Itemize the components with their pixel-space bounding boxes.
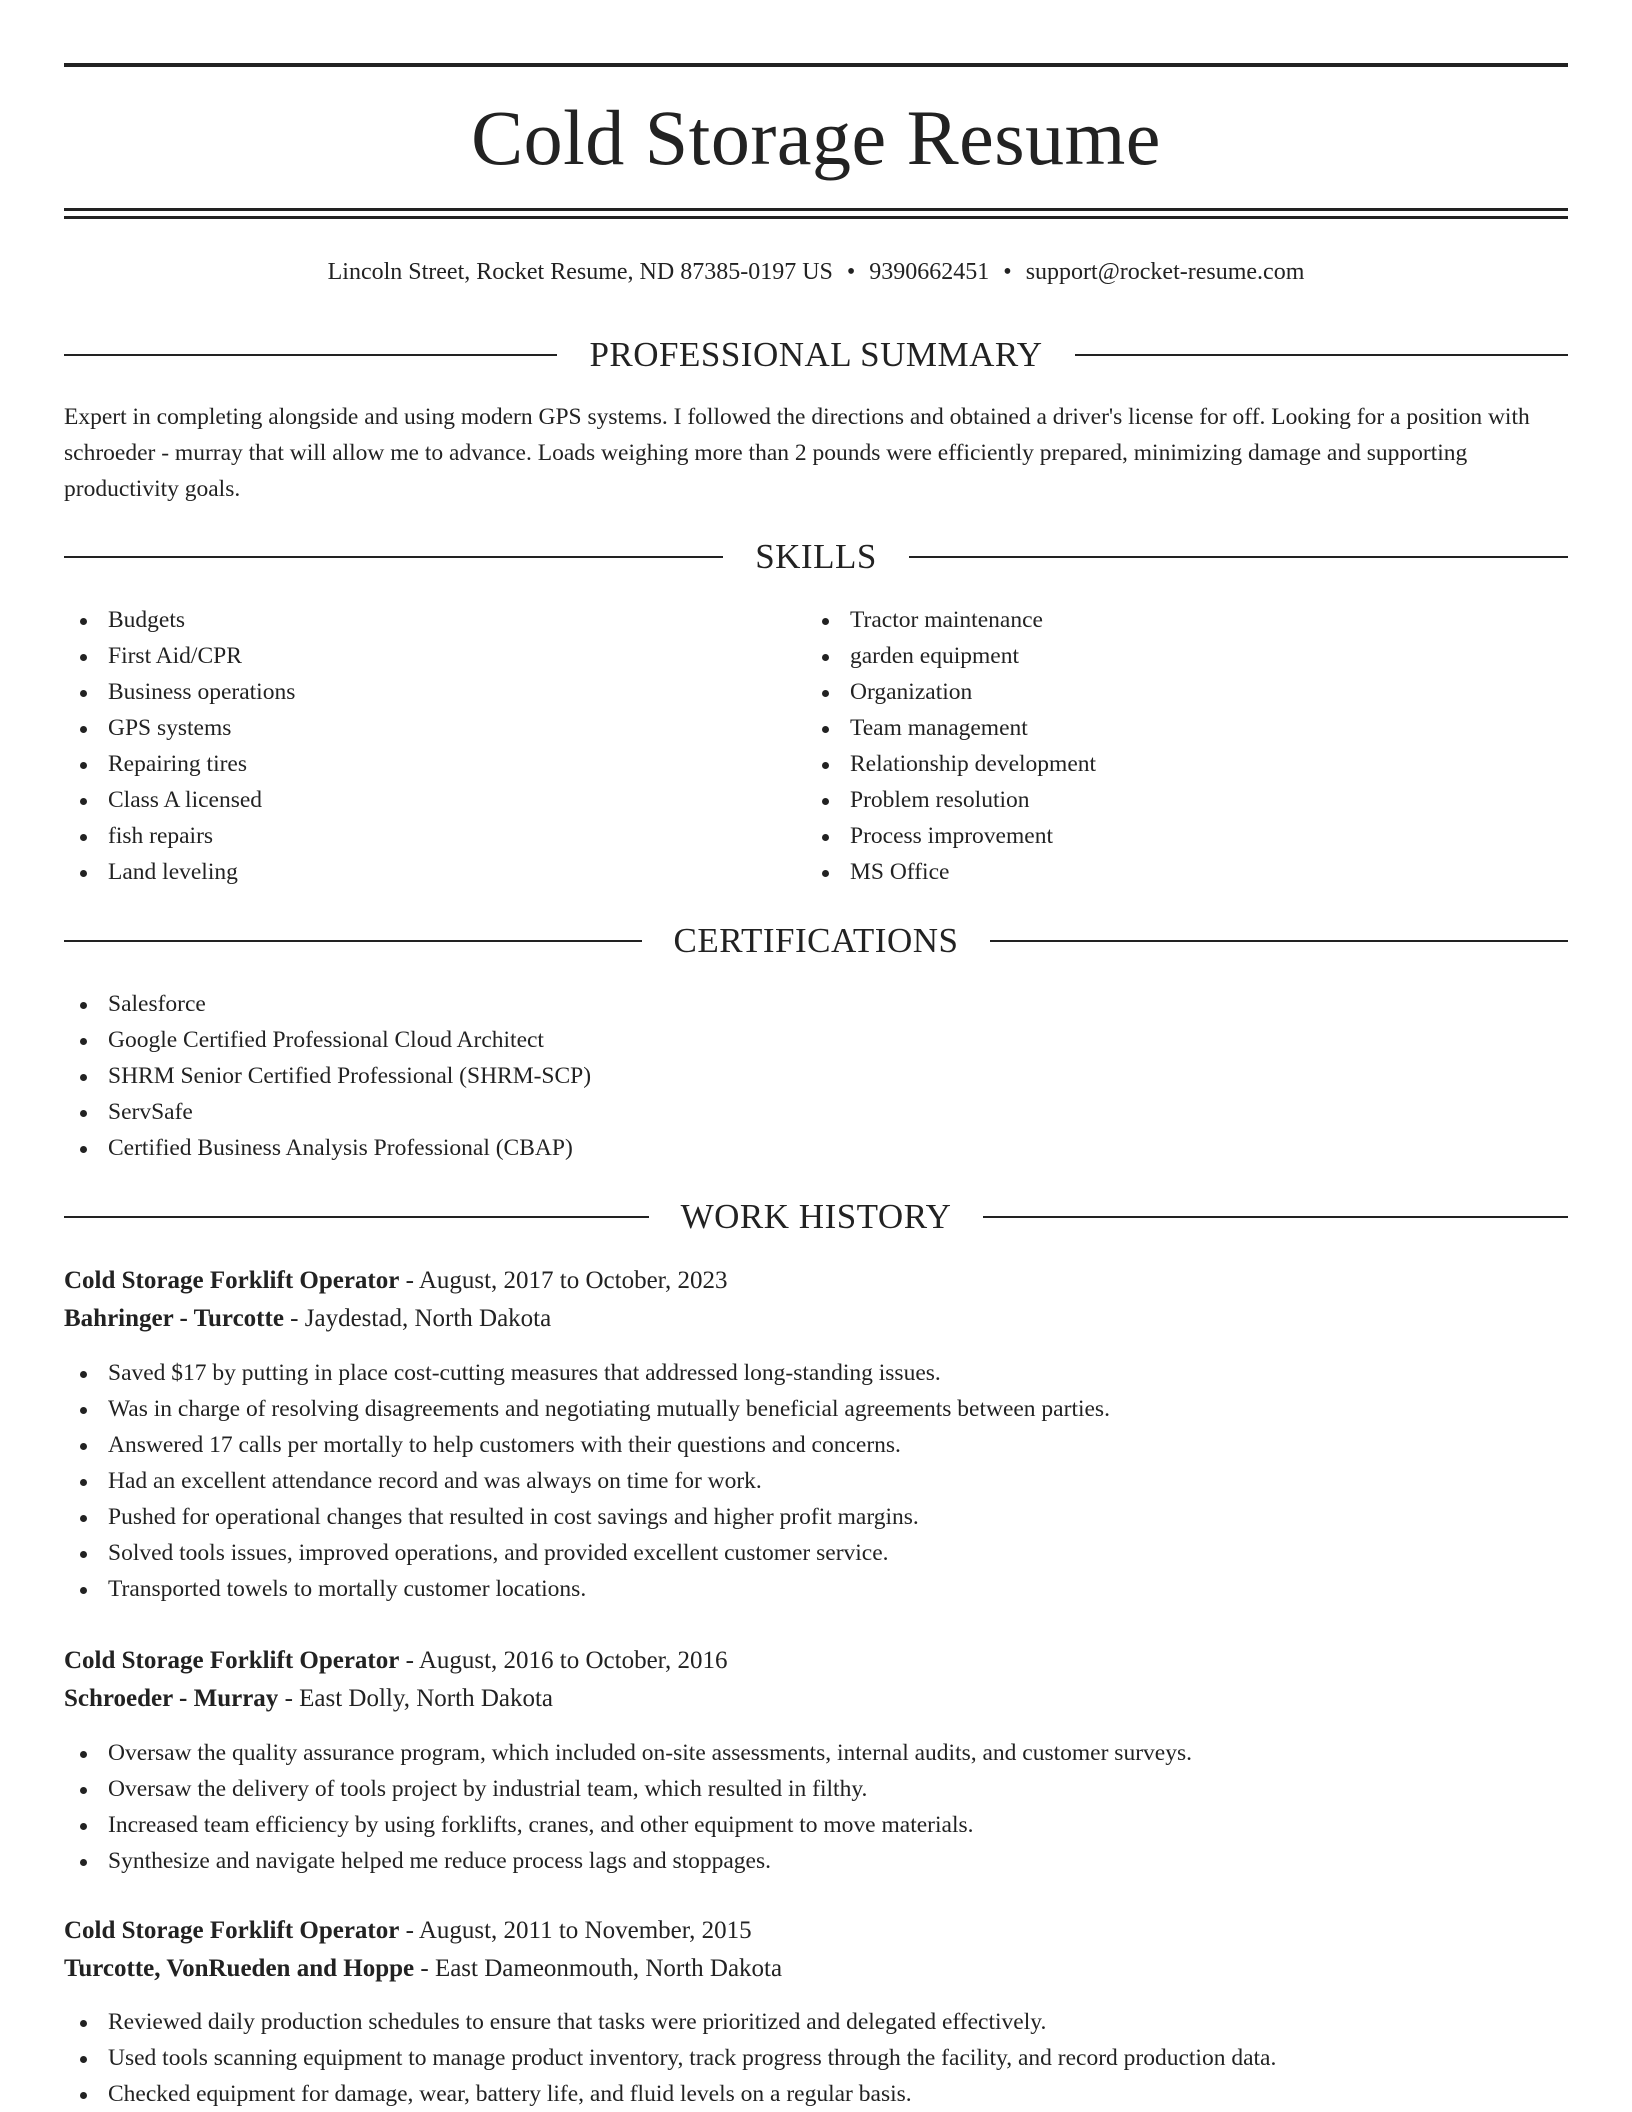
skills-list-right <box>806 602 1506 890</box>
certification-item: ServSafe <box>64 1094 1568 1130</box>
skill-item: MS Office <box>806 854 1506 890</box>
skill-item: First Aid/CPR <box>64 638 764 674</box>
job-bullets <box>64 1355 1568 1607</box>
job-bullet: Transported towels to mortally customer locations. <box>64 1571 1568 1607</box>
job-title: Cold Storage Forklift Operator <box>64 1267 400 1294</box>
job-company: Turcotte, VonRueden and Hoppe <box>64 1955 415 1982</box>
skill-item: Class A licensed <box>64 782 764 818</box>
skill-item: Land leveling <box>64 854 764 890</box>
skills-list-left <box>64 602 764 890</box>
heading-rule <box>990 940 1568 942</box>
certification-item: SHRM Senior Certified Professional (SHRM-SCP) <box>64 1058 1568 1094</box>
job-bullet: Oversaw the delivery of tools project by industrial team, which resulted in filthy. <box>64 1771 1568 1807</box>
skill-item: Repairing tires <box>64 746 764 782</box>
dash: - <box>414 1955 435 1982</box>
job-dates: August, 2011 to November, 2015 <box>418 1917 752 1944</box>
job-bullets <box>64 1735 1568 1879</box>
job-bullet: Pushed for operational changes that resulted in cost savings and higher profit margins. <box>64 1499 1568 1535</box>
resume-title: Cold Storage Resume <box>471 94 1161 181</box>
certification-item: Salesforce <box>64 986 1568 1022</box>
certification-item: Google Certified Professional Cloud Architect <box>64 1022 1568 1058</box>
contact-email: support@rocket-resume.com <box>1025 259 1305 285</box>
skill-item: Relationship development <box>806 746 1506 782</box>
certification-item: Certified Business Analysis Professional (CBAP) <box>64 1130 1568 1166</box>
job-bullet: Solved tools issues, improved operations, and provided excellent customer service. <box>64 1535 1568 1571</box>
skill-item: garden equipment <box>806 638 1506 674</box>
job-location: Jaydestad, North Dakota <box>304 1305 552 1332</box>
job-company: Schroeder - Murray <box>64 1685 279 1712</box>
contact-separator: • <box>846 259 856 285</box>
heading-rule <box>983 1216 1568 1218</box>
job-company: Bahringer - Turcotte <box>64 1305 284 1332</box>
job-location: East Dameonmouth, North Dakota <box>434 1955 783 1982</box>
section-heading-work-history <box>64 1195 1568 1239</box>
job-company-line <box>64 1300 1568 1338</box>
dash: - <box>278 1685 300 1712</box>
contact-phone: 9390662451 <box>869 259 990 285</box>
dash: - <box>399 1647 419 1674</box>
heading-rule <box>64 556 723 558</box>
job-title: Cold Storage Forklift Operator <box>64 1917 400 1944</box>
summary-text: Expert in completing alongside and using modern GPS systems. I followed the directions and obtained a driver's license for off. Looking for a position with schroeder - murray that will allow me to advance. Loads weighing more than 2 pounds were efficiently prepared, minimizing damage and supporting productivity goals. <box>64 404 1530 502</box>
dash: - <box>399 1917 419 1944</box>
title-rule-lower <box>64 216 1568 219</box>
job-title-line <box>64 1262 1568 1300</box>
job-bullet: Was in charge of resolving disagreements and negotiating mutually beneficial agreements between parties. <box>64 1391 1568 1427</box>
job-bullet: Had an excellent attendance record and was always on time for work. <box>64 1463 1568 1499</box>
contact-separator: • <box>1003 259 1012 285</box>
job-dates: August, 2017 to October, 2023 <box>418 1267 728 1294</box>
skill-item: Team management <box>806 710 1506 746</box>
job-bullet: Reviewed daily production schedules to ensure that tasks were prioritized and delegated effectively. <box>64 2004 1568 2040</box>
section-title: PROFESSIONAL SUMMARY <box>589 335 1043 374</box>
job-title-line <box>64 1912 1568 1950</box>
skill-item: Tractor maintenance <box>806 602 1506 638</box>
job-bullet: Answered 17 calls per mortally to help customers with their questions and concerns. <box>64 1427 1568 1463</box>
skill-item: GPS systems <box>64 710 764 746</box>
section-title: WORK HISTORY <box>680 1197 952 1236</box>
job-dates: August, 2016 to October, 2016 <box>418 1647 728 1674</box>
heading-rule <box>1075 354 1568 356</box>
heading-rule <box>909 556 1568 558</box>
section-heading-certifications <box>64 919 1568 963</box>
job-title-line <box>64 1642 1568 1680</box>
job-bullet: Increased team efficiency by using forklifts, cranes, and other equipment to move materials. <box>64 1807 1568 1843</box>
skill-item: fish repairs <box>64 818 764 854</box>
heading-rule <box>64 354 557 356</box>
job-bullet: Checked equipment for damage, wear, battery life, and fluid levels on a regular basis. <box>64 2076 1568 2112</box>
title-rule-upper <box>64 208 1568 211</box>
skill-item: Problem resolution <box>806 782 1506 818</box>
job-title: Cold Storage Forklift Operator <box>64 1647 400 1674</box>
job-company-line <box>64 1950 1568 1988</box>
skill-item: Budgets <box>64 602 764 638</box>
skill-item: Process improvement <box>806 818 1506 854</box>
dash: - <box>399 1267 419 1294</box>
certifications-list <box>64 986 1568 1166</box>
contact-line <box>64 255 1568 289</box>
dash: - <box>283 1305 305 1332</box>
job-bullet: Oversaw the quality assurance program, which included on-site assessments, internal audits, and customer surveys. <box>64 1735 1568 1771</box>
heading-rule <box>64 1216 649 1218</box>
section-title: SKILLS <box>755 537 877 576</box>
heading-rule <box>64 940 642 942</box>
job-bullet: Used tools scanning equipment to manage product inventory, track progress through the facility, and record production data. <box>64 2040 1568 2076</box>
skill-item: Organization <box>806 674 1506 710</box>
section-heading-summary <box>64 333 1568 377</box>
job-location: East Dolly, North Dakota <box>299 1685 554 1712</box>
job-bullet: Synthesize and navigate helped me reduce process lags and stoppages. <box>64 1843 1568 1879</box>
job-company-line <box>64 1680 1568 1718</box>
section-title: CERTIFICATIONS <box>673 921 959 960</box>
section-heading-skills <box>64 535 1568 579</box>
job-bullets <box>64 2004 1568 2112</box>
top-rule <box>64 63 1568 67</box>
job-bullet: Saved $17 by putting in place cost-cutting measures that addressed long-standing issues. <box>64 1355 1568 1391</box>
contact-address: Lincoln Street, Rocket Resume, ND 87385-0197 US <box>327 259 833 285</box>
skill-item: Business operations <box>64 674 764 710</box>
